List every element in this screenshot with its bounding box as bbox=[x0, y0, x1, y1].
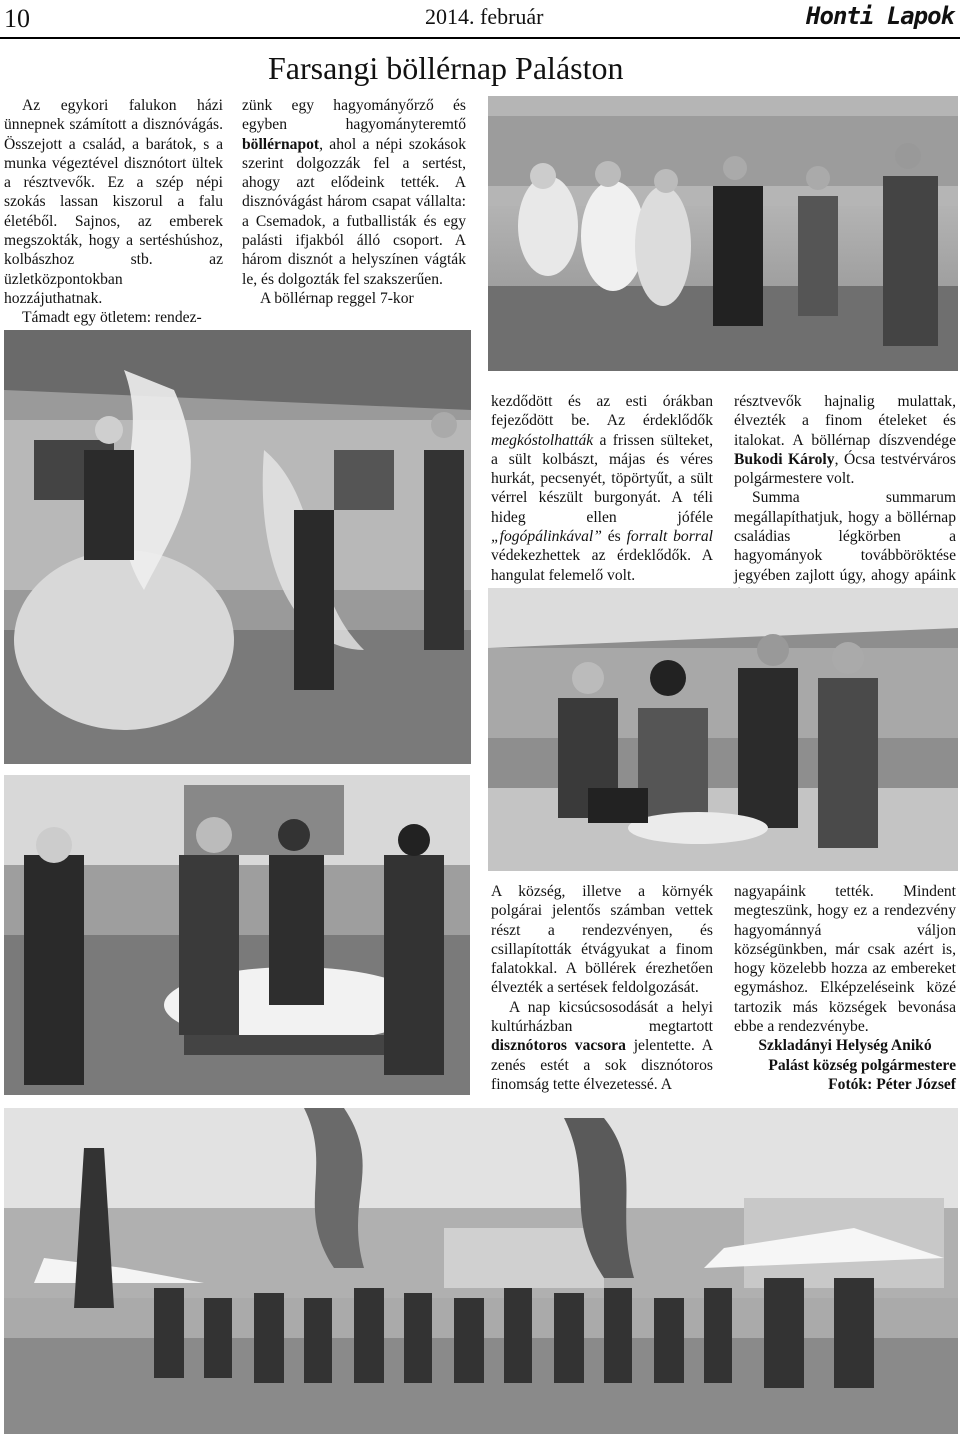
text-column-3 bbox=[491, 392, 713, 585]
paragraph: A nap kicsúcsosodását a helyi kultúrházban megtartott disznótoros vacsora jelentette. A zenés estét a sok disznótoros finomság tette élvezetessé. A bbox=[491, 998, 713, 1093]
photo-costumed-group bbox=[488, 96, 958, 371]
photo-sausage-making bbox=[488, 588, 958, 871]
masthead: Honti Lapok bbox=[806, 2, 954, 30]
text-column-1 bbox=[4, 96, 223, 328]
text-column-2 bbox=[242, 96, 466, 308]
text-column-6 bbox=[734, 882, 956, 1094]
text-column-5 bbox=[491, 882, 713, 1094]
page-number: 10 bbox=[4, 4, 30, 33]
photo-crowd-tents bbox=[4, 1108, 958, 1434]
photo-pig-processing bbox=[4, 775, 470, 1095]
photo-straw-burning bbox=[4, 330, 471, 764]
paragraph: A község, illetve a környék polgárai jelentős számban vettek részt a rendezvényen, és csillapították étvágyukat a finom falatokkal. A böllérek érezhetően élvezték a sertések feldolgozását. bbox=[491, 883, 713, 997]
signature-role: Palást község polgármestere bbox=[768, 1056, 956, 1074]
photo-credit: Fotók: Péter József bbox=[828, 1075, 956, 1093]
header-rule bbox=[0, 37, 960, 39]
paragraph: zünk egy hagyományőrző és egyben hagyományteremtő böllérnapot, ahol a népi szokások szerint dolgozzák fel a sertést, ahogy azt elődeink tették. A disznóvágást három csapat vállalta: a Csemadok, a futballisták és egy palásti ifjakból álló csoport. A három disznót a helyszínen vágták le, és dolgozták fel szakszerűen. bbox=[242, 97, 466, 288]
paragraph: Summa summarum megállapíthatjuk, hogy a böllérnap családias légkörben a hagyományok továbböröktése jegyében zajlott úgy, ahogy apáink bbox=[734, 489, 956, 584]
signature-name: Szkladányi Helység Anikó bbox=[758, 1037, 932, 1055]
text-column-4 bbox=[734, 392, 956, 604]
paragraph: nagyapáink tették. Mindent megteszünk, hogy ez a rendezvény hagyománnyá váljon községünkben, már csak azért is, hogy közelebb hozza az embereket egymáshoz. Elképzeléseink közé tartozik más községek bevonása ebbe a rendezvénybe. bbox=[734, 883, 956, 1036]
paragraph: résztvevők hajnalig mulattak, élvezték a finom ételeket és italokat. A böllérnap díszvendége Bukodi Károly, Ócsa testvérváros polgármestere volt. bbox=[734, 393, 956, 488]
paragraph: kezdődött és az esti órákban fejeződött be. Az érdeklődők megkóstolhatták a frissen sülteket, a sült kolbászt, májas és véres hurkát, pecsenyét, töpörtyűt, a sült vérrel készült burgonyát. A téli hideg ellen jóféle „fogópálinkával” és forralt borral védekezhettek az érdeklődők. A hangulat felemelő volt. bbox=[491, 393, 713, 584]
paragraph: Az egykori falukon házi ünnepnek számított a disznóvágás. Összejott a család, a barátok, s a munka végeztével disznótort ültek a résztvevők. Ez a szép népi szokás lassan kiszorul a falu életéből. Sajnos, az emberek megszokták, hogy a sertéshúshoz, kolbászhoz stb. az üzletközpontokban hozzájuthatnak. bbox=[4, 97, 223, 307]
paragraph: Támadt egy ötletem: rendez- bbox=[22, 309, 202, 327]
paragraph: A böllérnap reggel 7-kor bbox=[260, 289, 414, 307]
article-title: Farsangi böllérnap Paláston bbox=[268, 50, 624, 86]
issue-date: 2014. február bbox=[425, 4, 544, 29]
